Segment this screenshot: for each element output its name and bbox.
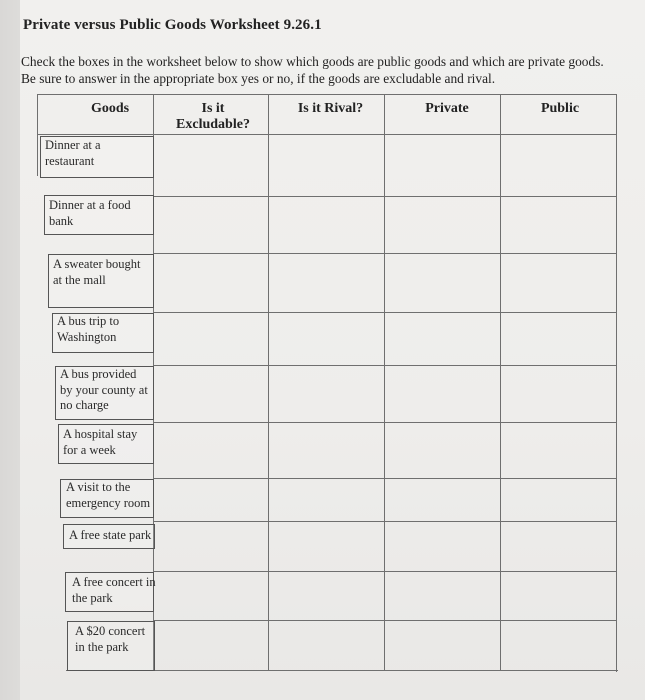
grid-line [153,571,617,572]
header-excludable: Is it Excludable? [176,101,250,132]
grid-line [153,253,617,254]
header-private: Private [425,101,469,116]
good-label: Dinner at a restaurant [45,138,101,168]
grid-line [37,94,38,176]
grid-line [384,94,385,670]
grid-line [153,521,617,522]
grid-line [153,312,617,313]
grid-line [153,620,617,621]
worksheet-title: Private versus Public Goods Worksheet 9.26.1 [23,17,322,33]
grid-line [153,478,617,479]
grid-line [500,94,501,670]
grid-line [37,134,617,135]
good-label: A hospital stay for a week [63,427,138,457]
header-rival: Is it Rival? [297,101,364,116]
grid-line [153,196,617,197]
grid-line [153,365,617,366]
good-label: A bus trip to Washington [57,314,120,344]
grid-line [37,94,617,95]
good-label: A free concert in the park [72,575,156,605]
header-goods: Goods [90,101,130,116]
good-label: Dinner at a food bank [49,198,131,228]
good-label: A free state park [69,528,152,542]
good-label: A $20 concert in the park [75,624,146,654]
header-public: Public [540,101,580,116]
good-label: A bus provided by your county at no charge [60,367,148,412]
grid-line [153,422,617,423]
good-label: A visit to the emergency room [66,480,151,510]
grid-line [268,94,269,670]
good-label: A sweater bought at the mall [53,257,141,287]
worksheet-instructions: Check the boxes in the worksheet below to show which goods are public goods and which are private goods. Be sure to answer in the appropriate box yes or no, if the goods are excludable and rival. [21,54,604,86]
grid-line [616,94,617,672]
